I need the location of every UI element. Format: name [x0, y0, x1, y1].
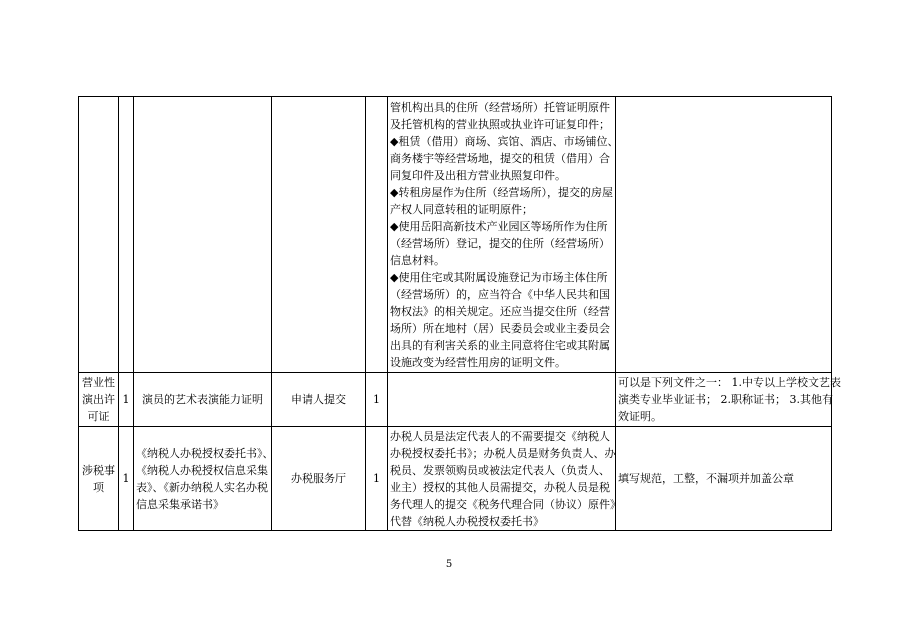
source-cell: 办税服务厅 [272, 427, 366, 531]
remark-cell [616, 427, 832, 531]
material-cell [134, 427, 272, 531]
remark-line: 填写规范，工整，不漏项并加盖公章 [618, 472, 794, 485]
requirement-line: 管机构出具的住所（经营场所）托管证明原件 [390, 100, 610, 114]
requirement-line: ◆使用住宅或其附属设施登记为市场主体住所 [390, 270, 608, 284]
material-line: 信息采集承诺书》 [136, 497, 224, 511]
requirement-line: ◆转租房屋作为住所（经营场所），提交的房屋 [390, 185, 613, 199]
requirement-line: （经营场所）的，应当符合《中华人民共和国 [390, 287, 610, 301]
material-cell [134, 97, 272, 373]
requirement-line: 物权法》的相关规定。还应当提交住所（经营 [390, 304, 610, 318]
count-cell [366, 97, 388, 373]
materials-table [78, 96, 841, 531]
requirement-line: 代替《纳税人办税授权委托书》 [390, 514, 544, 528]
material-cell: 演员的艺术表演能力证明 [134, 373, 272, 427]
material-line: 表》、《新办纳税人实名办税 [136, 480, 268, 494]
page-number: 5 [445, 559, 453, 570]
requirement-line: 办税授权委托书》；办税人员是财务负责人、办 [390, 446, 616, 460]
num-cell [119, 97, 134, 373]
num-cell: 1 [119, 373, 134, 427]
item-line: 演出许 [82, 393, 115, 406]
item-cell [79, 97, 119, 373]
requirement-cell [388, 97, 619, 373]
item-cell [79, 373, 119, 427]
requirement-line: 同复印件及出租方营业执照复印件。 [390, 168, 566, 182]
requirement-line: 出具的有利害关系的业主同意将住宅或其附属 [390, 338, 610, 352]
source-cell: 申请人提交 [272, 373, 366, 427]
count-cell: 1 [366, 373, 388, 427]
requirement-cell [388, 373, 616, 427]
remark-cell [616, 97, 832, 373]
table-row [79, 427, 832, 531]
requirement-line: 信息材料。 [390, 253, 445, 267]
remark-cell [616, 373, 841, 427]
requirement-cell [388, 427, 621, 531]
requirement-line: 设施改变为经营性用房的证明文件。 [390, 355, 566, 369]
material-line: 《纳税人办税授权信息采集 [136, 463, 268, 477]
table-row [79, 97, 832, 373]
item-line: 营业性 [82, 376, 115, 389]
count-cell: 1 [366, 427, 388, 531]
requirement-line: 及托管机构的营业执照或执业许可证复印件； [390, 117, 610, 131]
item-cell [79, 427, 119, 531]
requirement-line: 务代理人的提交《税务代理合同（协议）原件》 [390, 497, 621, 511]
remark-line: 可以是下列文件之一： 1.中专以上学校文艺表 [618, 376, 841, 389]
requirement-line: 税员、发票领购员或被法定代表人（负责人、 [390, 463, 610, 477]
table-row [79, 373, 832, 427]
requirement-line: 办税人员是法定代表人的不需要提交《纳税人 [390, 429, 610, 443]
requirement-line: ◆租赁（借用）商场、宾馆、酒店、市场铺位、 [390, 134, 619, 148]
requirement-line: 场所）所在地村（居）民委员会或业主委员会 [390, 321, 610, 335]
item-line: 可证 [87, 410, 110, 423]
requirement-line: 业主）授权的其他人员需提交，办税人员是税 [390, 480, 610, 494]
item-line: 涉税事 [82, 463, 115, 477]
remark-line: 效证明。 [618, 410, 662, 423]
material-line: 《纳税人办税授权委托书》、 [136, 446, 274, 460]
requirement-line: 商务楼宇等经营场地，提交的租赁（借用）合 [390, 151, 610, 165]
source-cell [272, 97, 366, 373]
num-cell: 1 [119, 427, 134, 531]
item-line: 项 [93, 480, 104, 494]
requirement-line: ◆使用岳阳高新技术产业园区等场所作为住所 [390, 219, 608, 233]
requirement-line: 产权人同意转租的证明原件； [390, 202, 533, 216]
remark-line: 演类专业毕业证书； 2.职称证书； 3.其他有 [618, 393, 833, 406]
requirement-line: （经营场所）登记，提交的住所（经营场所） [390, 236, 610, 250]
